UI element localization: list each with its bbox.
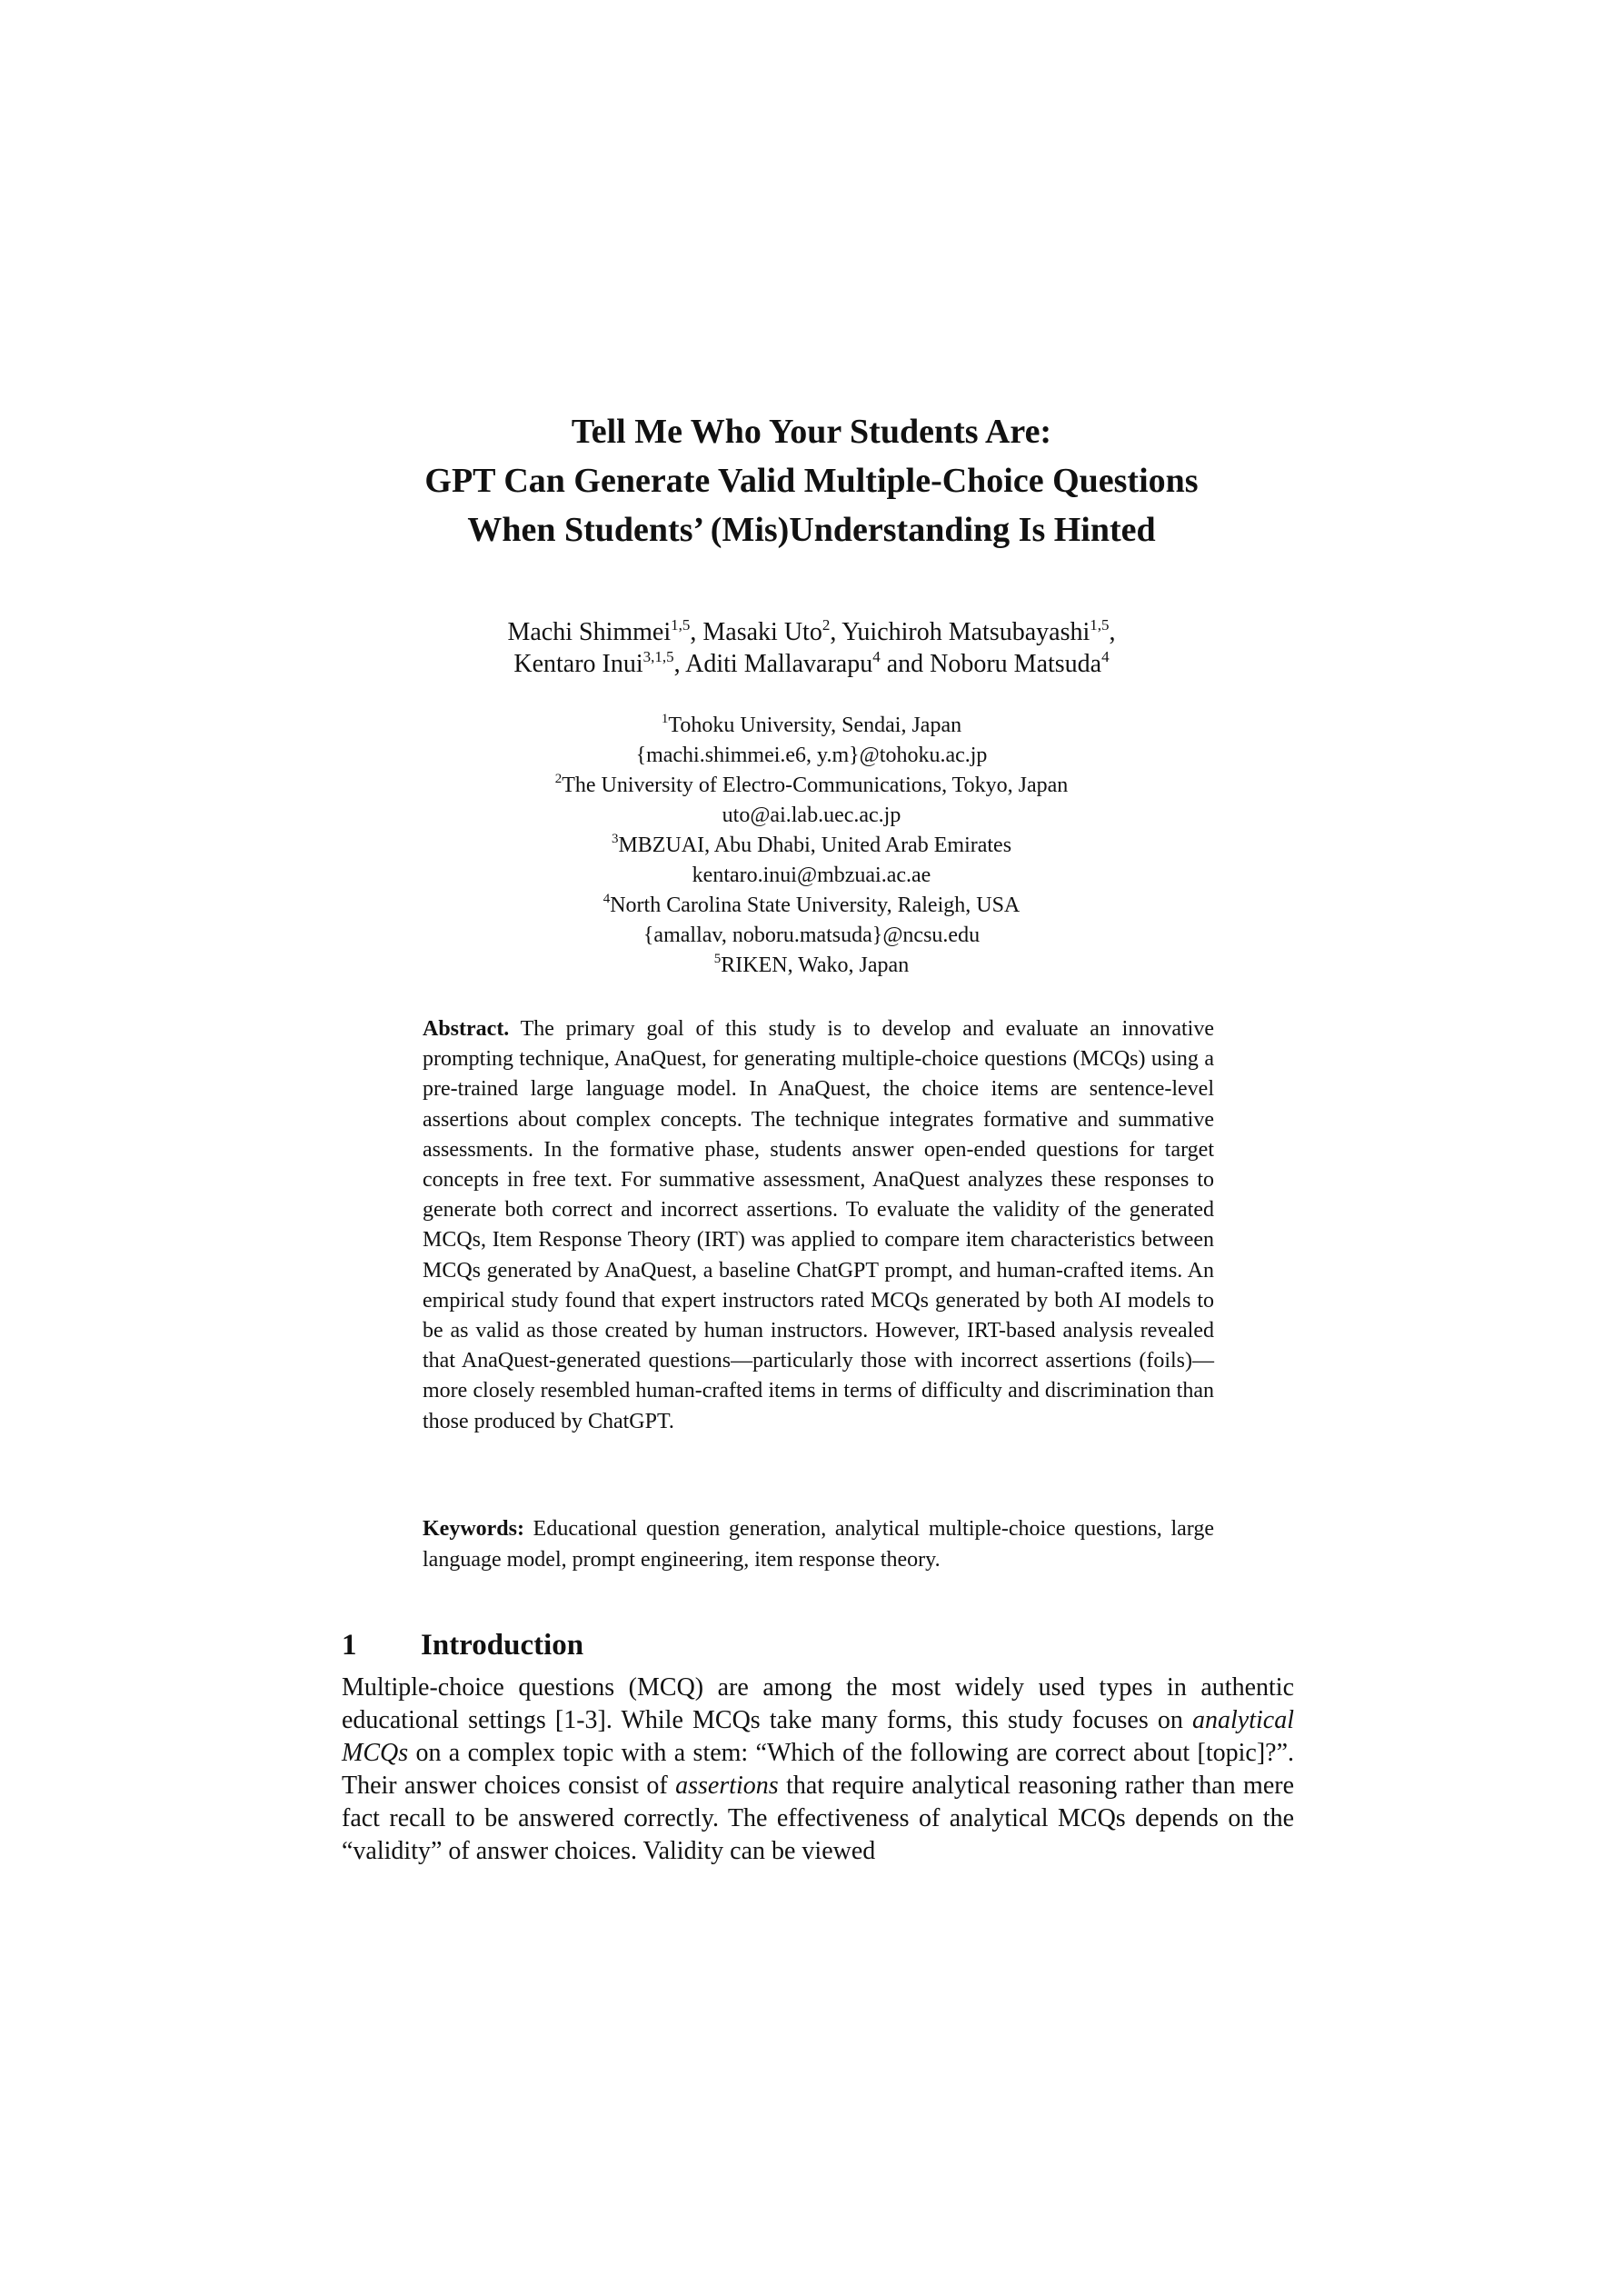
affiliation-line: [0, 831, 1623, 861]
keywords: [423, 1513, 1214, 1575]
affiliation-email: [0, 801, 1623, 831]
paper-title: [0, 407, 1623, 554]
affiliation-email: [0, 741, 1623, 771]
author-affiliation-sup: 4: [1101, 647, 1110, 665]
affiliation-text: RIKEN, Wako, Japan: [721, 953, 910, 977]
author-affiliation-sup: 1,5: [1090, 615, 1110, 634]
affiliation-sup: 3: [611, 832, 619, 846]
affiliation-text: {machi.shimmei.e6, y.m}@tohoku.ac.jp: [635, 744, 988, 767]
affiliation-text: {amallav, noboru.matsuda}@ncsu.edu: [642, 923, 981, 947]
keywords-text: Educational question generation, analytical multiple-choice questions, large language model, prompt engineering, item response theory.: [423, 1517, 1214, 1572]
affiliation-sup: 1: [661, 712, 669, 726]
affiliation-sup: 5: [713, 952, 722, 966]
affiliation-email: [0, 921, 1623, 951]
affiliation-text: MBZUAI, Abu Dhabi, United Arab Emirates: [618, 834, 1012, 857]
affiliation-text: Tohoku University, Sendai, Japan: [668, 714, 962, 737]
section-title: Introduction: [421, 1629, 584, 1662]
affiliation-sup: 2: [554, 772, 563, 786]
author-separator: and: [880, 650, 931, 678]
affiliation-text: North Carolina State University, Raleigh, USA: [610, 893, 1021, 917]
title-line-3: When Students’ (Mis)Understanding Is Hinted: [467, 511, 1156, 549]
abstract: [423, 1014, 1214, 1437]
author-name: Kentaro Inui: [513, 650, 643, 678]
intro-text: Multiple-choice questions (MCQ) are among the most widely used types in authentic educational settings [1-3]. While MCQs take many forms, this study focuses on: [342, 1673, 1294, 1734]
affiliation-line: [0, 951, 1623, 981]
affiliation-text: kentaro.inui@mbzuai.ac.ae: [692, 863, 931, 887]
title-line-2: GPT Can Generate Valid Multiple-Choice Questions: [424, 462, 1199, 500]
author-separator: ,: [1109, 618, 1116, 646]
affiliation-line: [0, 771, 1623, 801]
affiliation-list: [0, 711, 1623, 981]
affiliation-sup: 4: [602, 892, 611, 906]
intro-emphasis: analytical MCQs: [342, 1706, 1294, 1767]
intro-text: that require analytical reasoning rather than mere fact recall to be answered correctly. The effectiveness of analytical MCQs depends on the “validity” of answer choices. Validity can be viewed: [342, 1772, 1294, 1865]
author-name: Aditi Mallavarapu: [685, 650, 873, 678]
affiliation-line: [0, 711, 1623, 741]
author-affiliation-sup: 1,5: [671, 615, 691, 634]
author-separator: ,: [673, 650, 686, 678]
author-affiliation-sup: 2: [821, 615, 831, 634]
author-name: Masaki Uto: [702, 618, 822, 646]
affiliation-text: The University of Electro-Communications, Tokyo, Japan: [562, 774, 1069, 797]
author-name: Noboru Matsuda: [930, 650, 1102, 678]
author-separator: ,: [830, 618, 842, 646]
abstract-label: Abstract.: [423, 1017, 510, 1041]
abstract-text: The primary goal of this study is to develop and evaluate an innovative prompting technique, AnaQuest, for generating multiple-choice questions (MCQs) using a pre-trained large language model. In AnaQuest, the choice items are sentence-level assertions about complex concepts. The technique integrates formative and summative assessments. In the formative phase, students answer open-ended questions for target concepts in free text. For summative assessment, AnaQuest analyzes these responses to generate both correct and incorrect assertions. To evaluate the validity of the generated MCQs, Item Response Theory (IRT) was applied to compare item characteristics between MCQs generated by AnaQuest, a baseline ChatGPT prompt, and human-crafted items. An empirical study found that expert instructors rated MCQs generated by both AI models to be as valid as those created by human instructors. However, IRT-based analysis revealed that AnaQuest-generated questions—particularly those with incorrect assertions (foils)—more closely resembled human-crafted items in terms of difficulty and discrimination than those produced by ChatGPT.: [423, 1017, 1214, 1433]
intro-text: on a complex topic with a stem: “Which of the following are correct about [topic]?”. Their answer choices consist of: [342, 1739, 1294, 1800]
author-line-1: [0, 616, 1623, 648]
section-number: 1: [342, 1629, 357, 1662]
affiliation-line: [0, 891, 1623, 921]
title-line-1: Tell Me Who Your Students Are:: [571, 413, 1052, 451]
keywords-label: Keywords:: [423, 1517, 524, 1541]
section-heading: [342, 1627, 583, 1663]
author-affiliation-sup: 3,1,5: [642, 647, 674, 665]
introduction-paragraph: [342, 1672, 1294, 1868]
author-separator: ,: [690, 618, 703, 646]
affiliation-email: [0, 861, 1623, 891]
author-line-2: [0, 648, 1623, 680]
author-list: [0, 616, 1623, 680]
intro-emphasis: assertions: [675, 1772, 779, 1800]
author-affiliation-sup: 4: [872, 647, 881, 665]
affiliation-text: uto@ai.lab.uec.ac.jp: [722, 804, 901, 827]
author-name: Yuichiroh Matsubayashi: [841, 618, 1090, 646]
author-name: Machi Shimmei: [507, 618, 672, 646]
